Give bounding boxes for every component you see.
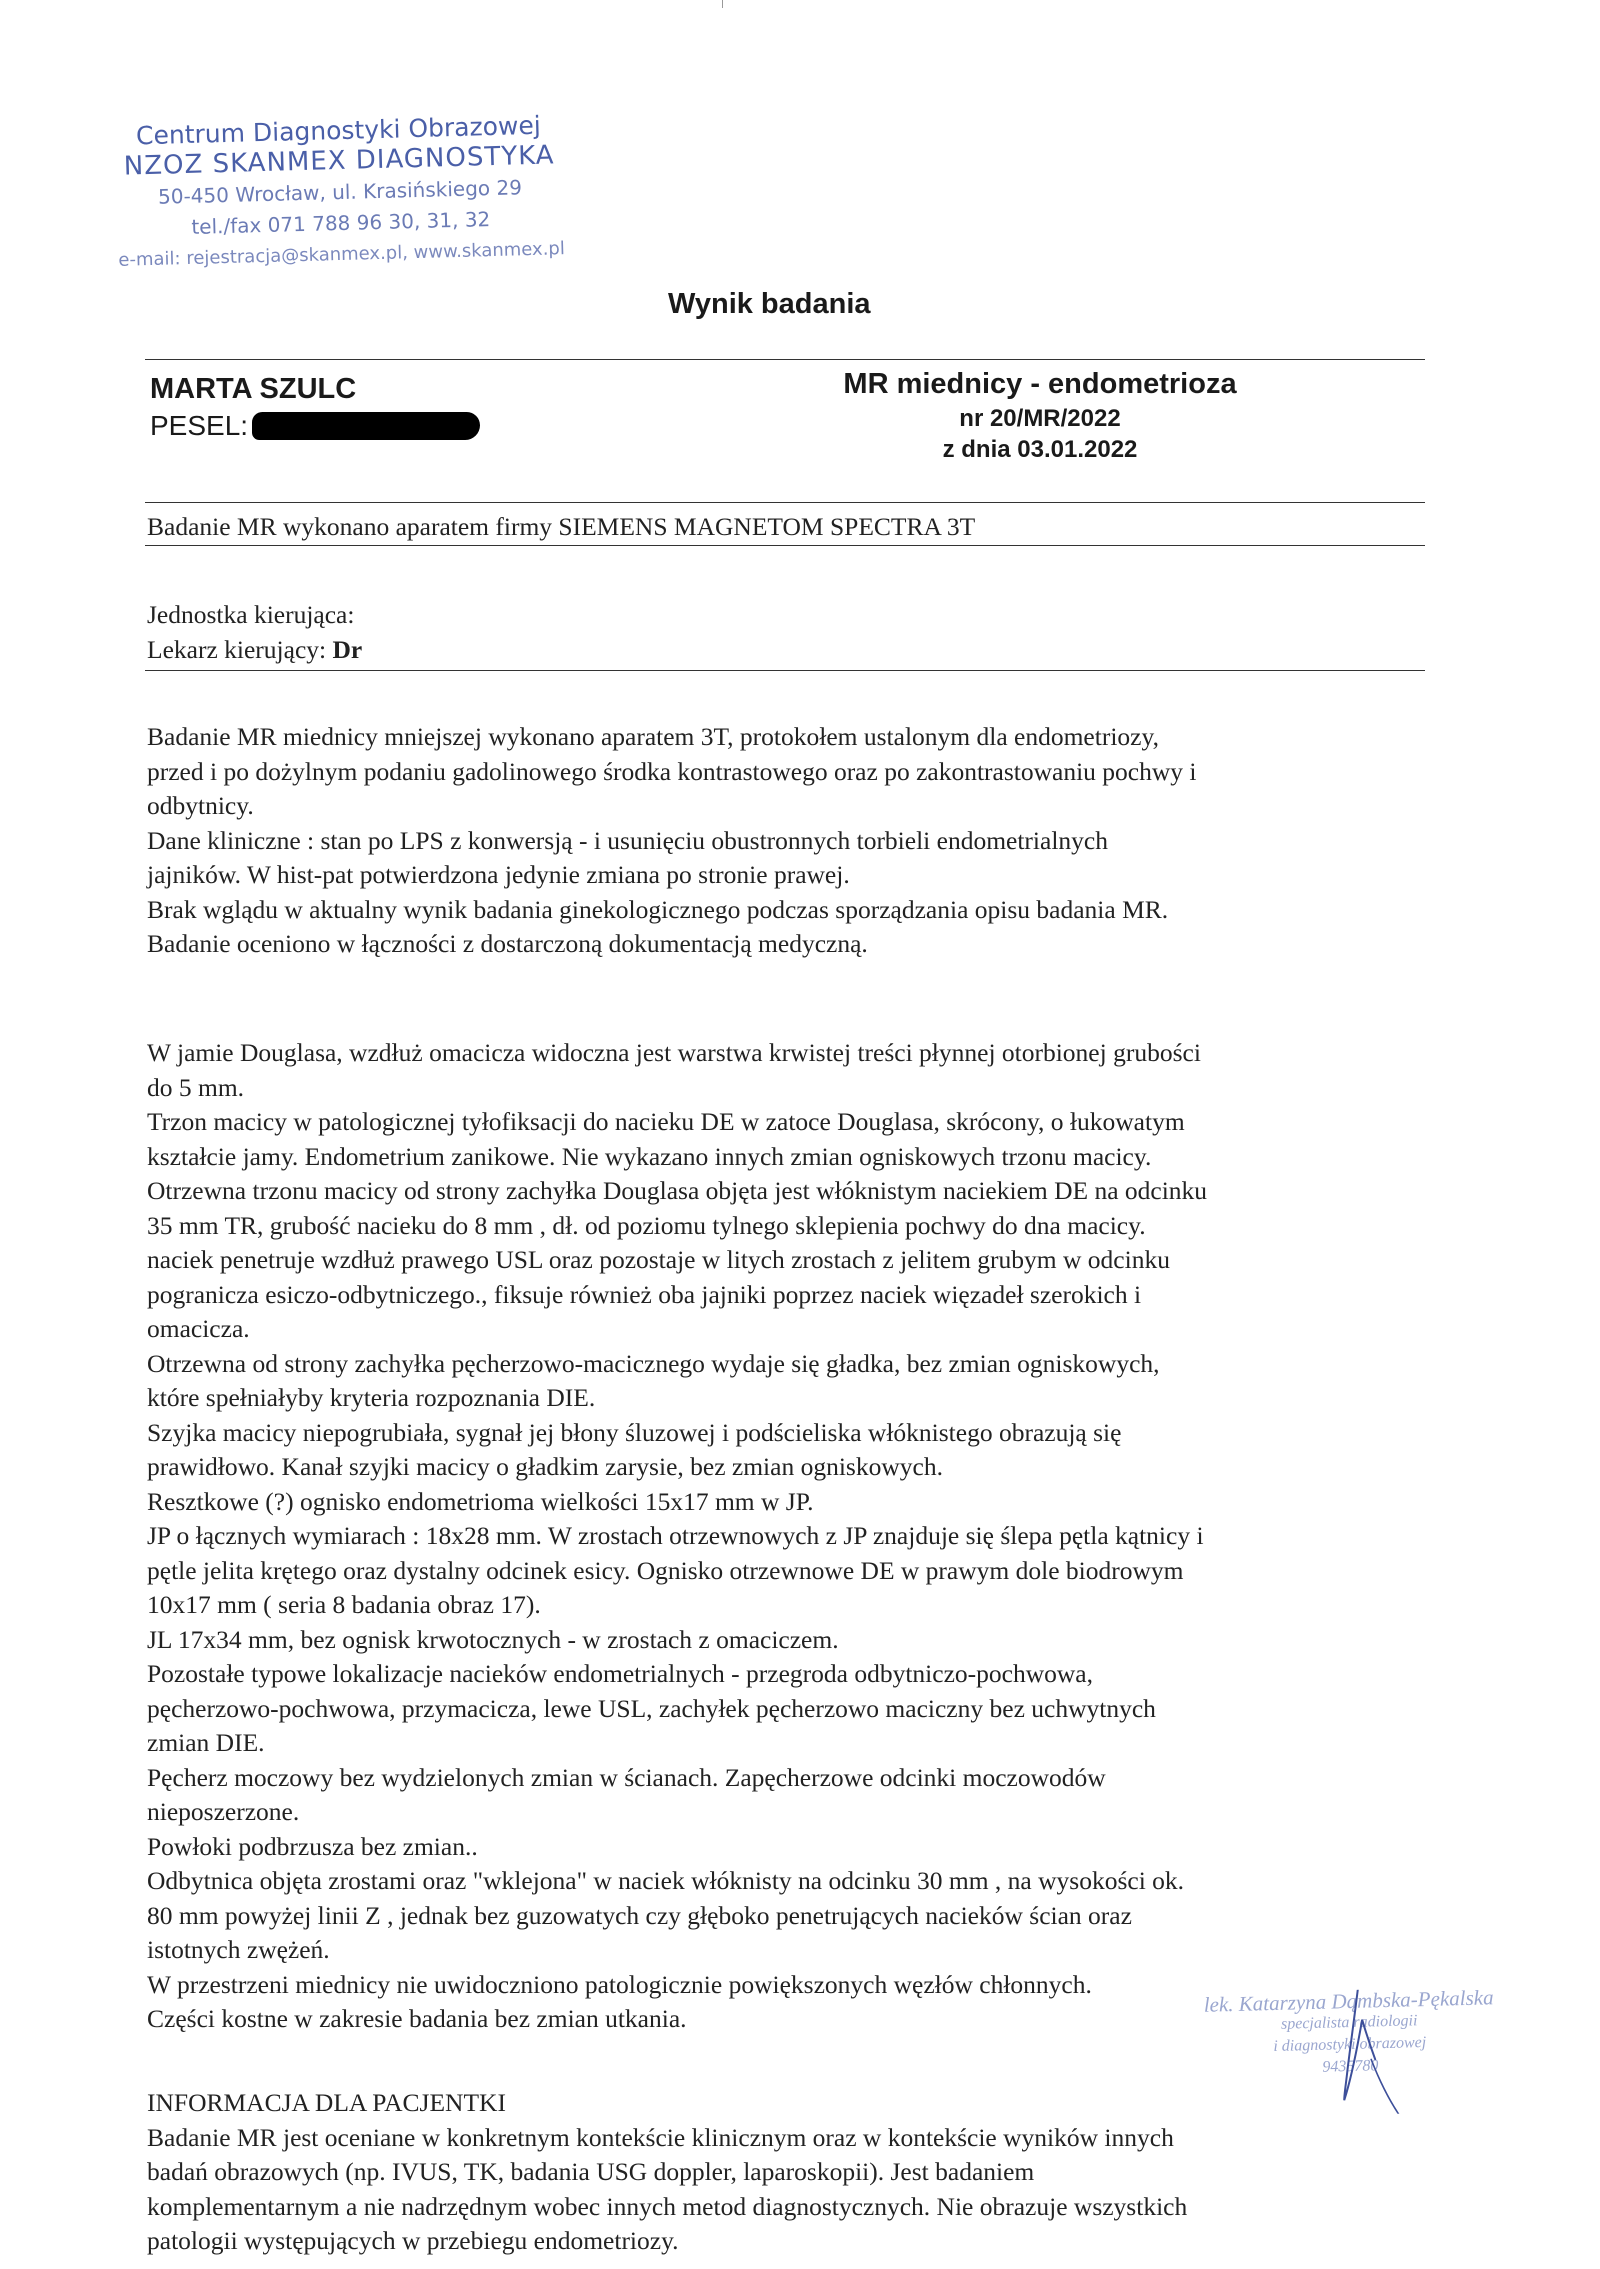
apparatus-text: Badanie MR wykonano aparatem firmy SIEMENS MAGNETOM SPECTRA 3T	[147, 512, 976, 541]
text-line: pętle jelita krętego oraz dystalny odcinek esicy. Ognisko otrzewnowe DE w prawym dole biodrowym	[147, 1555, 1184, 1585]
text-line: naciek penetruje wzdłuż prawego USL oraz pozostaje w litych zrostach z jelitem grubym w odcinku	[147, 1245, 1170, 1274]
text-line: Powłoki podbrzusza bez zmian..	[147, 1831, 478, 1861]
text-line: 10x17 mm ( seria 8 badania obraz 17).	[147, 1590, 541, 1619]
text-line: W przestrzeni miednicy nie uwidoczniono patologicznie powiększonych węzłów chłonnych.	[147, 1969, 1092, 1999]
text-line: pogranicza esiczo-odbytniczego., fiksuje również oba jajniki poprzez naciek więzadeł szerokich i	[147, 1279, 1142, 1309]
text-line: Pęcherz moczowy bez wydzielonych zmian w ścianach. Zapęcherzowe odcinki moczowodów	[147, 1762, 1106, 1792]
text-line: patologii występujących w przebiegu endometriozy.	[147, 2226, 679, 2255]
text-line: Badanie MR miednicy mniejszej wykonano aparatem 3T, protokołem ustalonym dla endometriozy,	[147, 722, 1159, 751]
text-line: komplementarnym a nie nadrzędnym wobec innych metod diagnostycznych. Nie obrazuje wszystkich	[147, 2191, 1188, 2221]
findings	[147, 1036, 1207, 2037]
patient-info	[150, 371, 480, 445]
text-line: badań obrazowych (np. IVUS, TK, badania USG doppler, laparoskopii). Jest badaniem	[147, 2157, 1035, 2186]
apparatus-line	[147, 510, 975, 545]
exam-info	[800, 366, 1280, 465]
stamp-line: tel./fax 071 788 96 30, 31, 32	[191, 207, 491, 239]
text-line: Szyjka macicy niepogrubiała, sygnał jej błony śluzowej i podścieliska włóknistego obrazują się	[147, 1417, 1122, 1447]
text-line: Pozostałe typowe lokalizacje nacieków endometrialnych - przegroda odbytniczo-pochwowa,	[147, 1659, 1093, 1688]
clinic-stamp	[103, 109, 577, 276]
pesel-label: PESEL:	[150, 410, 249, 441]
referral-doctor	[147, 633, 362, 668]
scan-mark	[722, 0, 723, 8]
text-line: odbytnicy.	[147, 791, 254, 820]
divider	[145, 359, 1425, 360]
exam-name: MR miednicy - endometrioza	[843, 368, 1237, 400]
divider	[145, 670, 1425, 671]
text-line: jajników. W hist-pat potwierdzona jedynie zmiana po stronie prawej.	[147, 860, 850, 889]
text-line: pęcherzowo-pochwowa, przymacicza, lewe USL, zachyłek pęcherzowo maciczny bez uchwytnych	[147, 1693, 1156, 1723]
stamp-line: Centrum Diagnostyki Obrazowej	[135, 110, 542, 151]
stamp-line: specjalista radiologii	[1280, 2012, 1418, 2033]
patient-information	[147, 2086, 1187, 2259]
stamp-line: 50-450 Wrocław, ul. Krasińskiego 29	[157, 175, 523, 209]
redaction-mark	[252, 412, 480, 440]
referral-unit: Jednostka kierująca:	[147, 600, 355, 629]
text-line: 35 mm TR, grubość nacieku do 8 mm , dł. od poziomu tylnego sklepienia pochwy do dna macicy.	[147, 1210, 1146, 1240]
text-line: Brak wglądu w aktualny wynik badania ginekologicznego podczas sporządzania opisu badania MR.	[147, 894, 1169, 924]
exam-description	[147, 720, 1197, 962]
text-line: Otrzewna od strony zachyłka pęcherzowo-macicznego wydaje się gładka, bez zmian ogniskowych,	[147, 1348, 1160, 1378]
stamp-line: i diagnostyki obrazowej	[1273, 2034, 1427, 2056]
exam-date: z dnia 03.01.2022	[942, 436, 1138, 463]
stamp-line: 9435780	[1322, 2057, 1379, 2076]
text-line: 80 mm powyżej linii Z , jednak bez guzowatych czy głęboko penetrujących nacieków ścian oraz	[147, 1900, 1132, 1930]
text-line: JP o łącznych wymiarach : 18x28 mm. W zrostach otrzewnowych z JP znajduje się ślepa pętla kątnicy i	[147, 1521, 1204, 1550]
text-line: zmian DIE.	[147, 1728, 265, 1757]
stamp-line: lek. Katarzyna Dąmbska-Pękalska	[1203, 1985, 1494, 2017]
exam-number: nr 20/MR/2022	[959, 405, 1121, 432]
text-line: JL 17x34 mm, bez ognisk krwotocznych - w zrostach z omaciczem.	[147, 1624, 839, 1654]
text-line: prawidłowo. Kanał szyjki macicy o gładkim zarysie, bez zmian ogniskowych.	[147, 1452, 943, 1481]
text-line: Badanie oceniono w łączności z dostarczoną dokumentacją medyczną.	[147, 929, 868, 958]
document-title: Wynik badania	[668, 288, 871, 320]
text-line: do 5 mm.	[147, 1072, 245, 1102]
referral-doctor-label: Lekarz kierujący:	[147, 634, 327, 664]
info-heading: INFORMACJA DLA PACJENTKI	[147, 2088, 506, 2117]
text-line: przed i po dożylnym podaniu gadolinowego środka kontrastowego oraz po zakontrastowaniu pochwy i	[147, 756, 1197, 786]
text-line: Trzon macicy w patologicznej tyłofiksacji do nacieku DE w zatoce Douglasa, skrócony, o łukowatym	[147, 1107, 1185, 1136]
referral-info	[147, 598, 362, 667]
text-line: nieposzerzone.	[147, 1797, 300, 1826]
divider	[145, 545, 1425, 546]
text-line: kształcie jamy. Endometrium zanikowe. Nie wykazano innych zmian ogniskowych trzonu macicy.	[147, 1141, 1152, 1171]
stamp-line: e-mail: rejestracja@skanmex.pl, www.skanmex.pl	[118, 238, 566, 271]
divider	[145, 502, 1425, 503]
text-line: które spełniałyby kryteria rozpoznania DIE.	[147, 1383, 596, 1412]
text-line: Badanie MR jest oceniane w konkretnym kontekście klinicznym oraz w kontekście wyników innych	[147, 2122, 1174, 2152]
text-line: Otrzewna trzonu macicy od strony zachyłka Douglasa objęta jest włóknistym naciekiem DE na odcinku	[147, 1176, 1208, 1205]
patient-name: MARTA SZULC	[150, 373, 357, 405]
text-line: Resztkowe (?) ognisko endometrioma wielkości 15x17 mm w JP.	[147, 1486, 814, 1516]
doctor-signature-stamp	[1173, 1985, 1526, 2119]
text-line: Części kostne w zakresie badania bez zmian utkania.	[147, 2004, 687, 2033]
text-line: W jamie Douglasa, wzdłuż omacicza widoczna jest warstwa krwistej treści płynnej otorbionej grubości	[147, 1038, 1201, 1067]
handwritten-signature	[1173, 1985, 1526, 2119]
stamp-line: NZOZ SKANMEX DIAGNOSTYKA	[123, 140, 555, 182]
referral-doctor-value: Dr	[332, 634, 363, 664]
text-line: omacicza.	[147, 1314, 250, 1343]
text-line: Odbytnica objęta zrostami oraz "wklejona" w naciek włóknisty na odcinku 30 mm , na wysokości ok.	[147, 1866, 1185, 1895]
text-line: istotnych zwężeń.	[147, 1935, 330, 1964]
text-line: Dane kliniczne : stan po LPS z konwersją - i usunięciu obustronnych torbieli endometrialnych	[147, 825, 1108, 855]
pesel-row	[150, 407, 480, 445]
